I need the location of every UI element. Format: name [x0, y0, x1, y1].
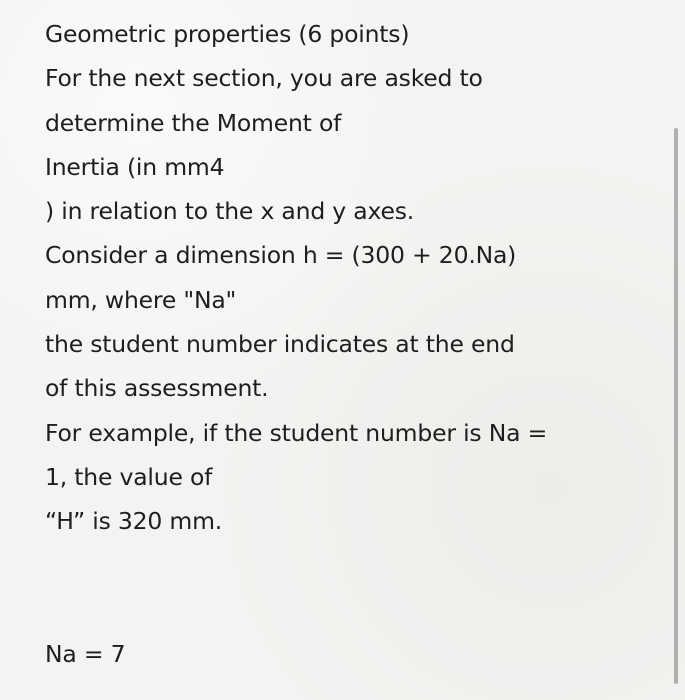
note-content [45, 12, 665, 676]
na-value-line: Na = 7 [45, 640, 126, 669]
text-line: ) in relation to the x and y axes. [45, 197, 415, 226]
text-line: For the next section, you are asked to [45, 64, 483, 93]
text-line: Inertia (in mm4 [45, 152, 225, 181]
text-line: 1, the value of [45, 462, 213, 491]
text-line: the student number indicates at the end [45, 330, 515, 359]
text-line: determine the Moment of [45, 108, 342, 137]
heading-line: Geometric properties (6 points) [45, 20, 410, 48]
blank-space [45, 544, 665, 633]
text-line: For example, if the student number is Na = [45, 418, 548, 447]
vertical-scrollbar[interactable] [674, 128, 678, 684]
text-line: mm, where "Na" [45, 285, 237, 314]
text-line: “H” is 320 mm. [45, 507, 223, 536]
text-line: Consider a dimension h = (300 + 20.Na) [45, 241, 517, 270]
text-line: of this assessment. [45, 374, 269, 403]
